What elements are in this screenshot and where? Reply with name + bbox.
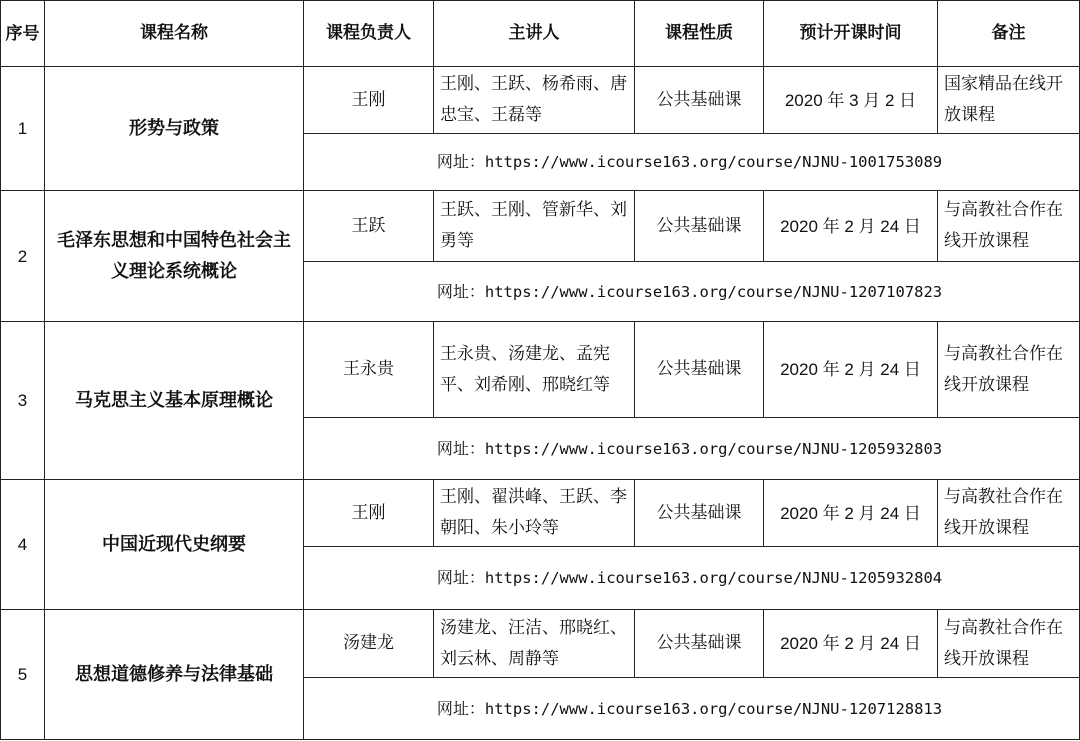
- url-cell: [304, 418, 1080, 480]
- course-type: 公共基础课: [635, 610, 764, 678]
- course-url-link[interactable]: https://www.icourse163.org/course/NJNU-1207107823: [484, 282, 943, 301]
- course-url-link[interactable]: https://www.icourse163.org/course/NJNU-1001753089: [484, 153, 943, 171]
- course-note: 与高教社合作在线开放课程: [938, 610, 1080, 678]
- course-date: 2020 年 2 月 24 日: [764, 610, 938, 678]
- course-name: 毛泽东思想和中国特色社会主义理论系统概论: [45, 191, 304, 322]
- url-cell: [304, 547, 1080, 610]
- course-type: 公共基础课: [635, 480, 764, 547]
- header-type: 课程性质: [635, 1, 764, 67]
- course-date: 2020 年 2 月 24 日: [764, 480, 938, 547]
- url-label: 网址：: [436, 568, 485, 587]
- course-url-link[interactable]: https://www.icourse163.org/course/NJNU-1205932804: [484, 569, 943, 587]
- url-label: 网址：: [436, 152, 485, 171]
- row-number: 5: [1, 610, 45, 740]
- header-date: 预计开课时间: [764, 1, 938, 67]
- table-row: [1, 322, 1080, 418]
- row-number: 2: [1, 191, 45, 322]
- course-owner: 王刚: [304, 67, 434, 134]
- course-owner: 王永贵: [304, 322, 434, 418]
- course-note: 国家精品在线开放课程: [938, 67, 1080, 134]
- course-note: 与高教社合作在线开放课程: [938, 480, 1080, 547]
- header-note: 备注: [938, 1, 1080, 67]
- course-type: 公共基础课: [635, 67, 764, 134]
- course-lecturers: 王刚、翟洪峰、王跃、李朝阳、朱小玲等: [434, 480, 635, 547]
- header-lecturers: 主讲人: [434, 1, 635, 67]
- course-lecturers: 王跃、王刚、管新华、刘勇等: [434, 191, 635, 262]
- course-lecturers: 王永贵、汤建龙、孟宪平、刘希刚、邢晓红等: [434, 322, 635, 418]
- course-lecturers: 汤建龙、汪洁、邢晓红、刘云林、周静等: [434, 610, 635, 678]
- row-number: 4: [1, 480, 45, 610]
- table-row: [1, 610, 1080, 678]
- url-label: 网址：: [436, 438, 485, 458]
- url-label: 网址：: [436, 698, 485, 718]
- header-owner: 课程负责人: [304, 1, 434, 67]
- course-date: 2020 年 2 月 24 日: [764, 322, 938, 418]
- table-row: [1, 67, 1080, 134]
- course-name: 思想道德修养与法律基础: [45, 610, 304, 740]
- course-date: 2020 年 2 月 24 日: [764, 191, 938, 262]
- course-owner: 王跃: [304, 191, 434, 262]
- course-note: 与高教社合作在线开放课程: [938, 191, 1080, 262]
- header-no: 序号: [1, 1, 45, 67]
- header-course: 课程名称: [45, 1, 304, 67]
- table-row: [1, 191, 1080, 262]
- url-cell: [304, 678, 1080, 740]
- course-note: 与高教社合作在线开放课程: [938, 322, 1080, 418]
- course-name: 中国近现代史纲要: [45, 480, 304, 610]
- row-number: 3: [1, 322, 45, 480]
- course-url-link[interactable]: https://www.icourse163.org/course/NJNU-1207128813: [484, 699, 943, 718]
- course-name: 形势与政策: [45, 67, 304, 191]
- course-owner: 王刚: [304, 480, 434, 547]
- url-cell: [304, 134, 1080, 191]
- course-owner: 汤建龙: [304, 610, 434, 678]
- url-label: 网址：: [436, 281, 485, 301]
- header-row: [1, 1, 1080, 67]
- url-cell: [304, 262, 1080, 322]
- course-url-link[interactable]: https://www.icourse163.org/course/NJNU-1205932803: [484, 439, 943, 458]
- row-number: 1: [1, 67, 45, 191]
- table-row: [1, 480, 1080, 547]
- course-type: 公共基础课: [635, 191, 764, 262]
- course-lecturers: 王刚、王跃、杨希雨、唐忠宝、王磊等: [434, 67, 635, 134]
- course-type: 公共基础课: [635, 322, 764, 418]
- course-name: 马克思主义基本原理概论: [45, 322, 304, 480]
- course-date: 2020 年 3 月 2 日: [764, 67, 938, 134]
